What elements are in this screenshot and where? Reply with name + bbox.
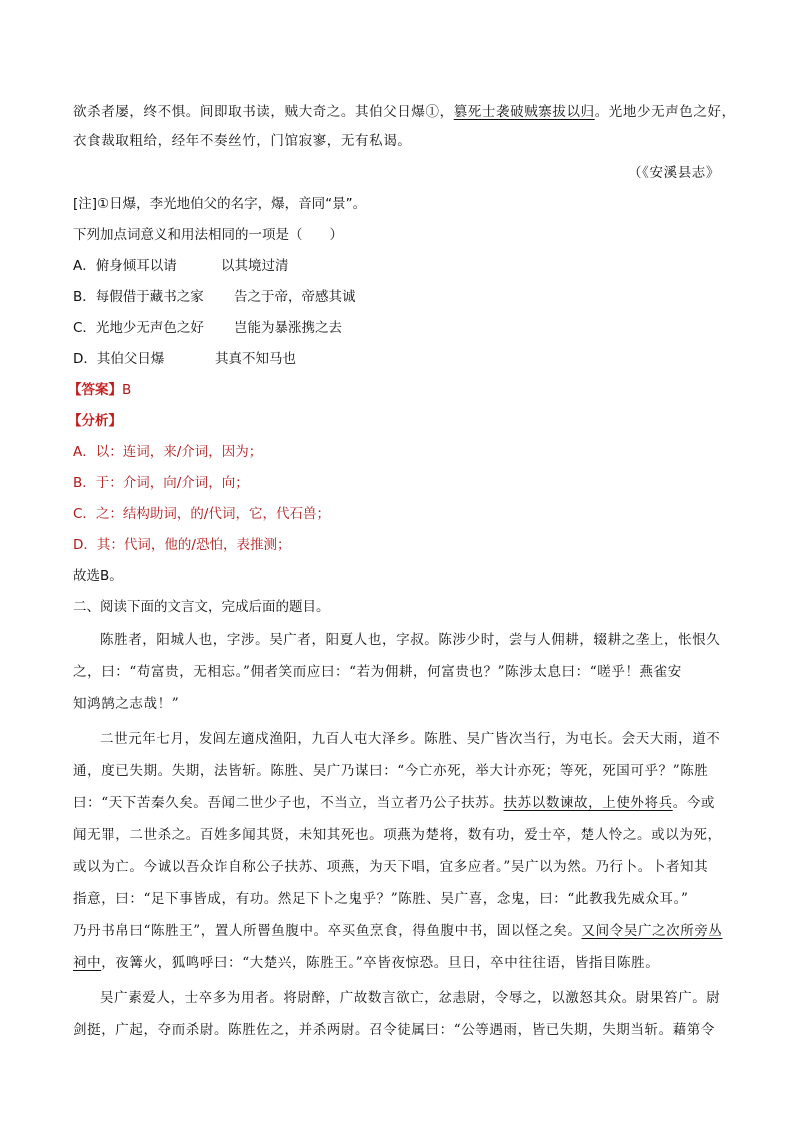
- paragraph2-text: 曰：“天下苦秦久矣。吾闻二世少子也，不当立，当立者乃公子扶苏。: [73, 795, 504, 811]
- option-a: [73, 256, 723, 276]
- passage-source: （《安溪县志》: [628, 165, 720, 181]
- analysis-item-d: D．其：代词，他的/恐怕，表推测；: [73, 537, 291, 553]
- paragraph2-text: 乃丹书帛曰“陈胜王”，置人所罾鱼腹中。卒买鱼烹食，得鱼腹中书，固以怪之矣。: [73, 923, 582, 939]
- answer-line: [68, 380, 718, 400]
- paragraph2-line6: 指意，曰：“足下事皆成，有功。然足下卜之鬼乎？”陈胜、吴广喜，念鬼，曰：“此教我先威众耳。”: [73, 891, 689, 907]
- option-d-right: 其真不知马也: [215, 351, 296, 367]
- underlined-sentence: 又间令吴广之次所旁丛: [581, 923, 723, 939]
- passage1-line1: [73, 102, 736, 122]
- paragraph1-line3: 知鸿鹄之志哉！”: [73, 696, 180, 712]
- option-b: [73, 287, 723, 307]
- option-d: [73, 349, 723, 369]
- paragraph3-line1: 吴广素爱人，士卒多为用者。将尉醉，广故数言欲亡，忿恚尉，令辱之，以激怒其众。尉果笞广。尉: [100, 990, 721, 1006]
- answer-label: 【答案】: [68, 382, 122, 398]
- paragraph1-line1: 陈胜者，阳城人也，字涉。吴广者，阳夏人也，字叔。陈涉少时，尝与人佣耕，辍耕之垄上，怅恨久: [100, 632, 721, 648]
- analysis-label-text: 【分析】: [68, 413, 122, 429]
- passage1-line2: 衣食裁取粗给，经年不奏丝竹，门馆寂寥，无有私谒。: [73, 133, 412, 149]
- paragraph3-line2: 剑挺，广起，夺而杀尉。陈胜佐之，并杀两尉。召令徒属曰：“公等遇雨，皆已失期，失期当斩。藉第令: [73, 1022, 715, 1038]
- underlined-sentence: 祠中: [73, 955, 102, 971]
- footnote: [注]①日爆，李光地伯父的名字，爆，音同“景”。: [73, 196, 367, 212]
- analysis-label: [68, 411, 718, 431]
- option-b-left: B．每假借于藏书之家: [73, 289, 204, 305]
- option-c: [73, 318, 723, 338]
- underlined-sentence: 扶苏以数谏故，上使外将兵: [503, 795, 673, 811]
- paragraph2-text: 。今或: [672, 795, 716, 811]
- analysis-item-b: B．于：介词，向/介词，向；: [73, 475, 249, 491]
- option-d-left: D．其伯父日爆: [73, 351, 165, 367]
- question-stem: 下列加点词意义和用法相同的一项是（ ）: [73, 227, 343, 243]
- passage1-text: 。光地少无声色之好，: [594, 104, 736, 120]
- paragraph2-line2: 通，度已失期。失期，法皆斩。陈胜、吴广乃谋曰：“今亡亦死，举大计亦死；等死，死国可乎？”陈胜: [73, 763, 709, 779]
- answer-value: B: [122, 382, 132, 398]
- option-c-left: C．光地少无声色之好: [73, 320, 204, 336]
- analysis-conclusion: 故选B。: [73, 568, 123, 584]
- option-a-right: 以其境过清: [221, 258, 289, 274]
- paragraph1-line2: 之，曰：“苟富贵，无相忘。”佣者笑而应曰：“若为佣耕，何富贵也？”陈涉太息曰：“嗟乎！燕雀安: [73, 664, 682, 680]
- section-heading: 二、阅读下面的文言文，完成后面的题目。: [73, 599, 330, 615]
- paragraph2-line4: 闻无罪，二世杀之。百姓多闻其贤，未知其死也。项燕为楚将，数有功，爱士卒，楚人怜之。或以为死，: [73, 827, 722, 843]
- option-b-right: 告之于帝，帝感其诚: [234, 289, 356, 305]
- analysis-item-a: A．以：连词，来/介词，因为；: [73, 444, 263, 460]
- option-a-left: A．俯身倾耳以请: [73, 258, 177, 274]
- option-c-right: 岂能为暴涨携之去: [234, 320, 342, 336]
- paragraph2-line5: 或以为亡。今诚以吾众诈自称公子扶苏、项燕，为天下唱，宜多应者。”吴广以为然。乃行卜。卜者知其: [73, 859, 709, 875]
- paragraph2-line3: [73, 793, 723, 813]
- underlined-sentence: 篡死士袭破贼寨拔以归: [453, 104, 595, 120]
- passage1-text: 欲杀者屡，终不惧。间即取书读，贼大奇之。其伯父日爆①，: [73, 104, 454, 120]
- paragraph2-line7: [73, 921, 723, 941]
- paragraph2-text: ，夜篝火，狐鸣呼曰：“大楚兴，陈胜王。”卒皆夜惊恐。旦日，卒中往往语，皆指目陈胜。: [101, 955, 660, 971]
- paragraph2-line1: 二世元年七月，发闾左適戍渔阳，九百人屯大泽乡。陈胜、吴广皆次当行，为屯长。会天大雨，道不: [100, 731, 721, 747]
- analysis-item-c: C．之：结构助词，的/代词，它，代石兽；: [73, 506, 330, 522]
- paragraph2-line8: [73, 953, 723, 973]
